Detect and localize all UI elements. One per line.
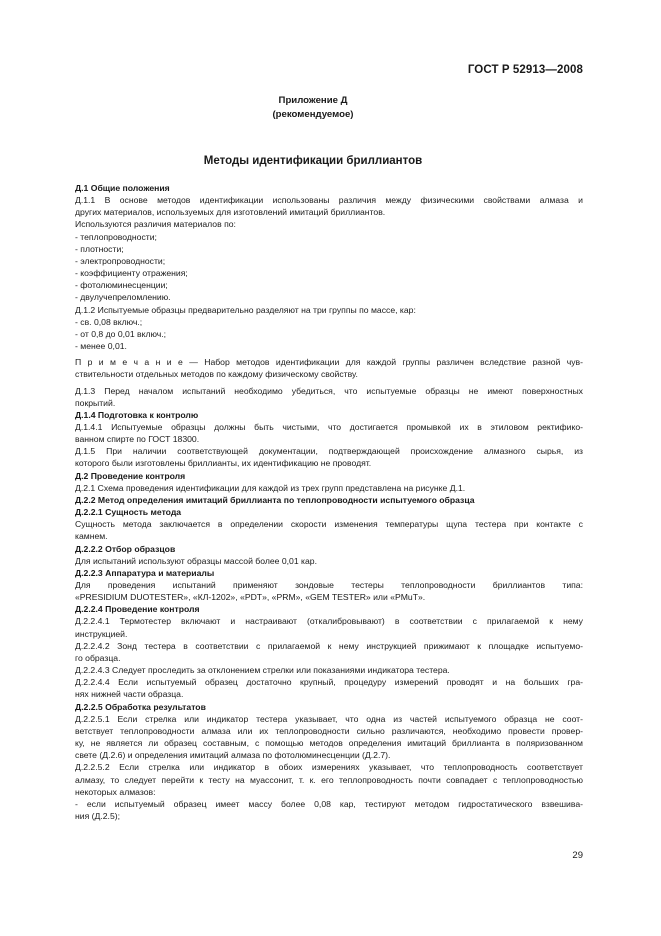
annex-heading bbox=[0, 94, 626, 122]
text-line: «PRESIDIUM DUOTESTER», «КЛ-1202», «PDT», «PRM», «GEM TESTER» или «PMuT». bbox=[75, 592, 426, 603]
annex-subtitle: (рекомендуемое) bbox=[272, 109, 354, 120]
text-line: покрытий. bbox=[75, 397, 116, 408]
text-line: Используются различия материалов по: bbox=[75, 219, 236, 230]
text-line: Д.1.4.1 Испытуемые образцы должны быть чистыми, что достигается промывкой их в этиловом ректифико- bbox=[75, 421, 583, 432]
text-line: Д.2.2.5.1 Если стрелка или индикатор тестера указывает, что одна из частей испытуемого образца не соот- bbox=[75, 713, 583, 724]
section-heading-line: Д.2.2.3 Аппаратура и материалы bbox=[75, 567, 215, 578]
text-line: Д.2.2.4.2 Зонд тестера в соответствии с прилагаемой к нему инструкцией прижимают к площадке испытуемо- bbox=[75, 640, 583, 651]
text-line: ветствует теплопроводности алмаза или их теплопроводности сильно различаются, необходимо провести провер- bbox=[75, 725, 583, 736]
text-line: Д.2.1 Схема проведения идентификации для каждой из трех групп представлена на рисунке Д.1. bbox=[75, 482, 466, 493]
body-text bbox=[75, 182, 583, 822]
text-line: - фотолюминесценции; bbox=[75, 280, 168, 291]
section-heading-line: Д.1.4 Подготовка к контролю bbox=[75, 409, 199, 420]
text-line: Д.2.2.5.2 Если стрелка или индикатор в обоих измерениях указывает, что теплопроводность соответствует bbox=[75, 762, 583, 773]
text-line: Д.1.2 Испытуемые образцы предварительно разделяют на три группы по массе, кар: bbox=[75, 304, 416, 315]
text-line: - теплопроводности; bbox=[75, 231, 157, 242]
text-line: которого были изготовлены бриллианты, их идентификацию не проводят. bbox=[75, 458, 372, 469]
text-line: - электропроводности; bbox=[75, 255, 166, 266]
text-line: Д.2.2.4.3 Следует проследить за отклонением стрелки или показаниями индикатора тестера. bbox=[75, 665, 450, 676]
text-line: Д.1.3 Перед началом испытаний необходимо убедиться, что испытуемые образцы не имеют поверхностных bbox=[75, 385, 583, 396]
text-line: - двулучепреломлению. bbox=[75, 292, 171, 303]
text-line: алмазу, то следует перейти к тесту на муассонит, т. к. его теплопроводность почти совпадает с теплопроводностью bbox=[75, 774, 583, 785]
document-code: ГОСТ Р 52913—2008 bbox=[467, 64, 583, 76]
text-line: некоторых алмазов: bbox=[75, 786, 156, 797]
text-line: камнем. bbox=[75, 531, 108, 542]
text-line: - если испытуемый образец имеет массу более 0,08 кар, тестируют методом гидростатического взвешива- bbox=[75, 798, 583, 809]
text-line: Для проведения испытаний применяют зондовые тестеры теплопроводности бриллиантов типа: bbox=[75, 580, 583, 590]
page-number: 29 bbox=[572, 850, 583, 861]
text-line: ванном спирте по ГОСТ 18300. bbox=[75, 434, 200, 445]
text-line: Д.1.1 В основе методов идентификации использованы различия между физическими свойствами алмаза и bbox=[75, 195, 583, 206]
text-line: нях нижней части образца. bbox=[75, 689, 184, 700]
section-heading-line: Д.1 Общие положения bbox=[75, 183, 170, 193]
section-heading-line: Д.2 Проведение контроля bbox=[75, 470, 186, 481]
text-line: - коэффициенту отражения; bbox=[75, 268, 188, 279]
annex-title: Приложение Д bbox=[278, 95, 348, 106]
text-line: ния (Д.2.5); bbox=[75, 810, 121, 821]
text-line: Сущность метода заключается в определении скорости изменения температуры щупа тестера при контакте с bbox=[75, 519, 583, 530]
text-line: ку, не является ли образец составным, с помощью методов определения имитаций бриллианта в поляризованном bbox=[75, 738, 583, 749]
text-line: Д.2.2.4.1 Термотестер включают и настраивают (откалибровывают) в соответствии с прилагаемой к нему bbox=[75, 616, 583, 627]
text-line: - менее 0,01. bbox=[75, 341, 127, 352]
text-line: П р и м е ч а н и е — Набор методов идентификации для каждой группы различен вследствие разной чув- bbox=[75, 357, 583, 368]
text-line: - св. 0,08 включ.; bbox=[75, 316, 143, 327]
section-heading-line: Д.2.2.2 Отбор образцов bbox=[75, 543, 176, 554]
text-line: - плотности; bbox=[75, 243, 124, 254]
text-line: Для испытаний используют образцы массой более 0,01 кар. bbox=[75, 555, 318, 566]
section-heading-line: Д.2.2.1 Сущность метода bbox=[75, 507, 182, 518]
text-line: свете (Д.2.6) и определения имитаций алмаза по фотолюминесценции (Д.2.7). bbox=[75, 750, 391, 761]
section-heading-line: Д.2.2 Метод определения имитаций бриллианта по теплопроводности испытуемого образца bbox=[75, 494, 475, 505]
text-line: Д.1.5 При наличии соответствующей документации, подтверждающей происхождение алмазного сырья, из bbox=[75, 446, 583, 457]
text-line: инструкцией. bbox=[75, 628, 128, 639]
text-line: - от 0,8 до 0,01 включ.; bbox=[75, 328, 167, 339]
text-line: Д.2.2.4.4 Если испытуемый образец достаточно крупный, процедуру измерений проводят и на больших гра- bbox=[75, 677, 583, 688]
text-line: других материалов, используемых для изготовлений имитаций бриллиантов. bbox=[75, 207, 386, 218]
text-line: ствительности отдельных методов по каждому физическому свойству. bbox=[75, 369, 358, 380]
section-heading-line: Д.2.2.5 Обработка результатов bbox=[75, 701, 206, 712]
section-title: Методы идентификации бриллиантов bbox=[203, 155, 423, 167]
text-line: го образца. bbox=[75, 652, 121, 663]
section-heading-line: Д.2.2.4 Проведение контроля bbox=[75, 604, 200, 615]
